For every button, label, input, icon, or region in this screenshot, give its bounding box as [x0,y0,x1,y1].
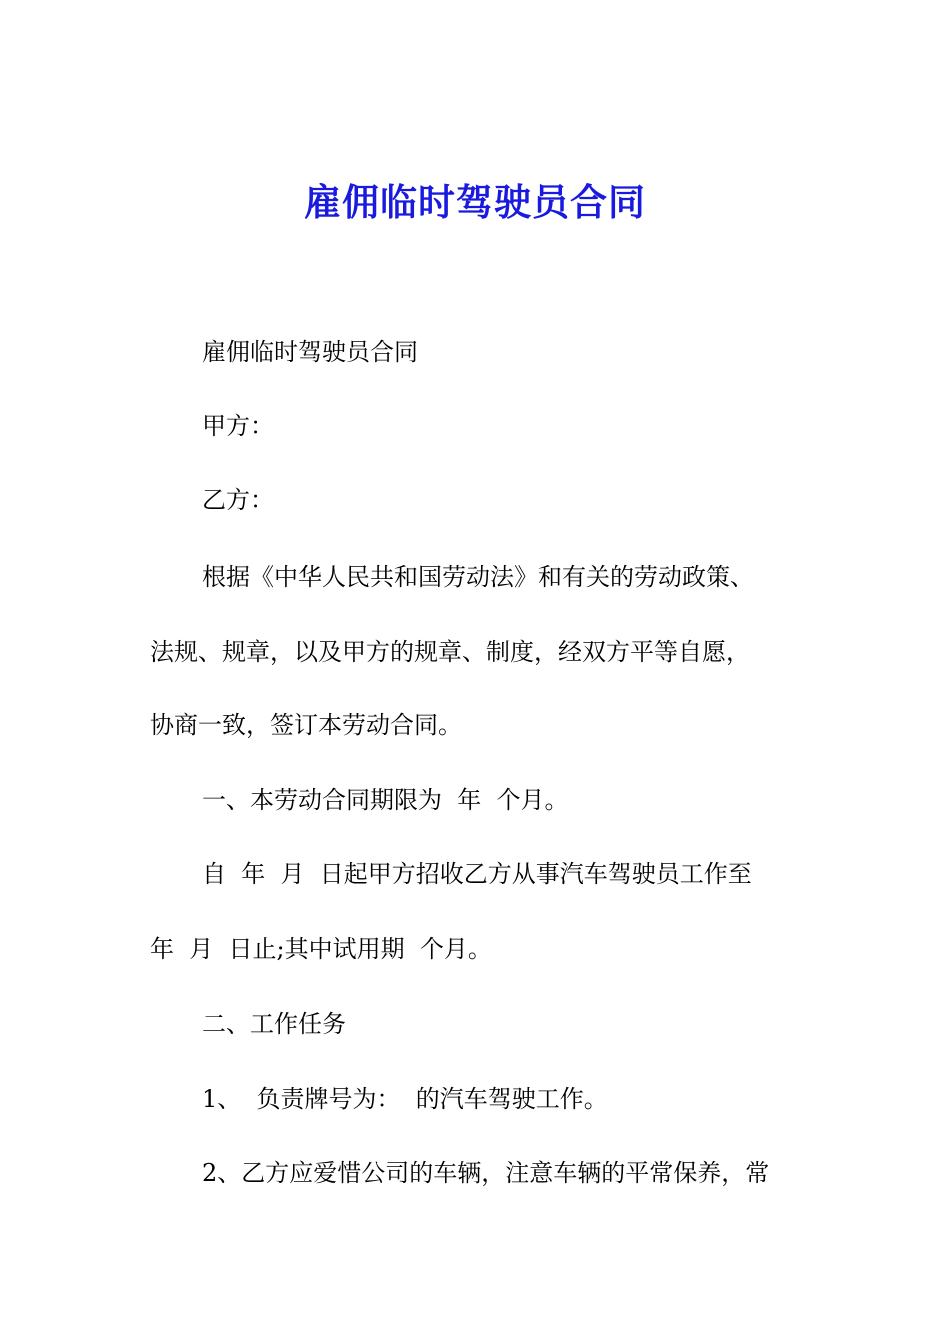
paragraph-line: 法规、规章，以及甲方的规章、制度，经双方平等自愿， [150,638,750,666]
paragraph-line: 一、本劳动合同期限为 年 个月。 [202,786,569,814]
paragraph-line: 2、乙方应爱惜公司的车辆，注意车辆的平常保养，常 [202,1159,770,1187]
document-title: 雇佣临时驾驶员合同 [304,181,646,224]
paragraph-line: 根据《中华人民共和国劳动法》和有关的劳动政策、 [202,563,754,591]
paragraph-line: 甲方： [202,412,274,440]
paragraph-line: 乙方： [202,486,274,514]
paragraph-line: 雇佣临时驾驶员合同 [202,338,418,366]
paragraph-line: 1、 负责牌号为： 的汽车驾驶工作。 [202,1085,608,1113]
paragraph-line: 协商一致，签订本劳动合同。 [150,711,462,739]
paragraph-line: 自 年 月 日起甲方招收乙方从事汽车驾驶员工作至 [202,860,752,888]
paragraph-line: 年 月 日止;其中试用期 个月。 [150,935,492,963]
paragraph-line: 二、工作任务 [202,1010,346,1038]
